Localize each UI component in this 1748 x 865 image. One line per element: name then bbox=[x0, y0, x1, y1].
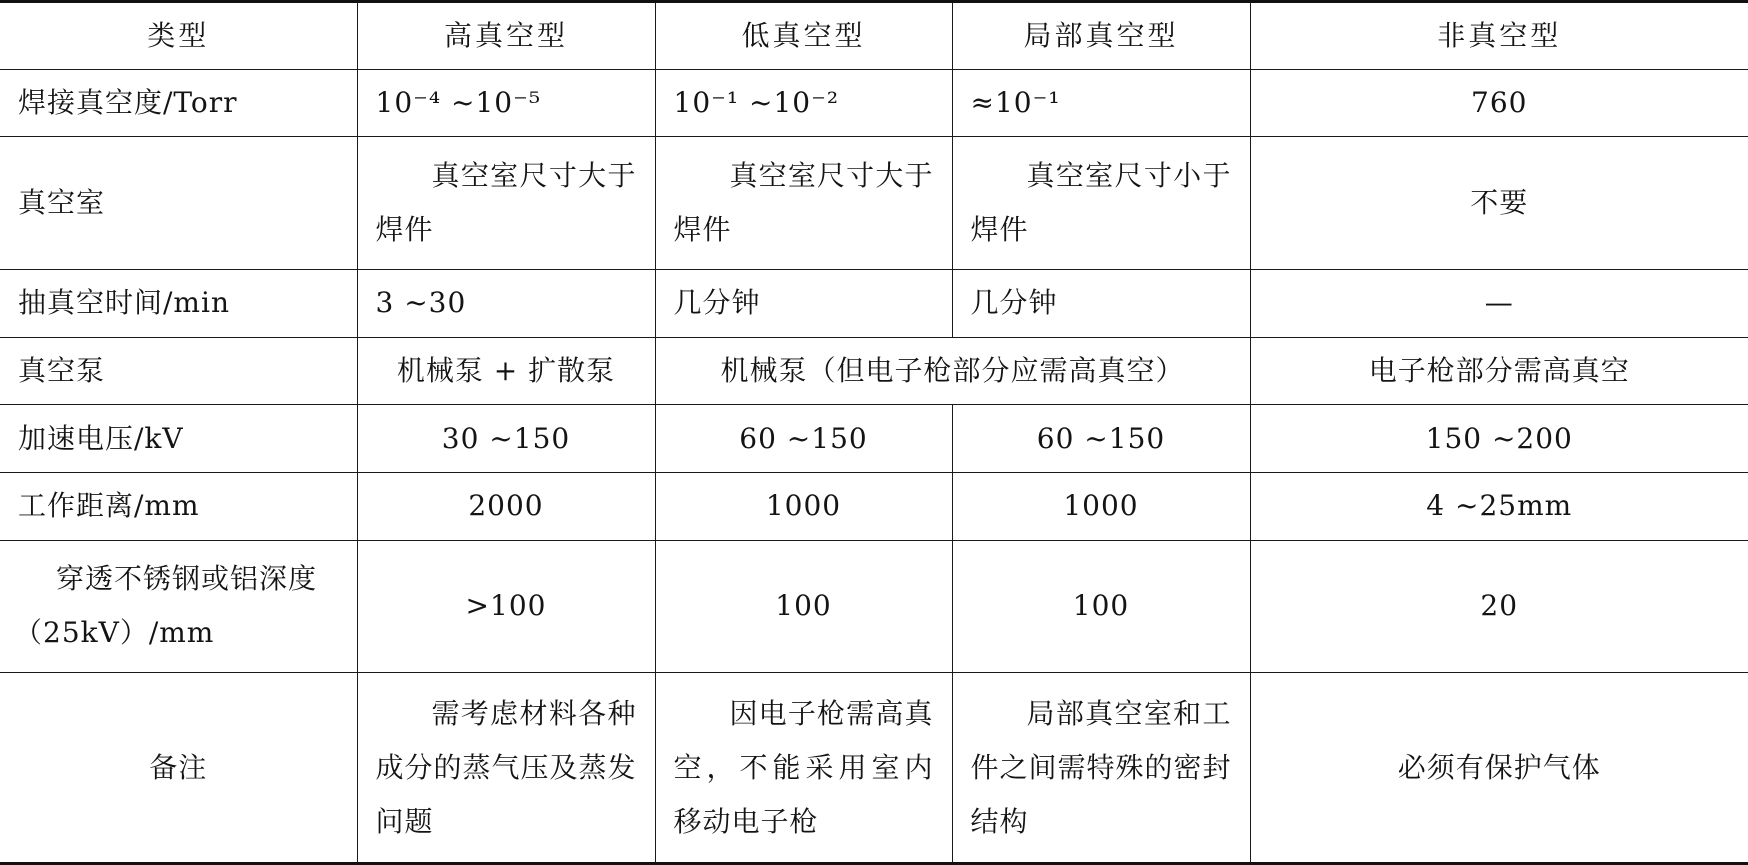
cell-distance-non: 4 ~25mm bbox=[1250, 472, 1748, 540]
header-type: 类型 bbox=[0, 2, 357, 70]
header-high-vacuum: 高真空型 bbox=[357, 2, 655, 70]
cell-chamber-non: 不要 bbox=[1250, 137, 1748, 270]
cell-vacuum-degree-high: 10⁻⁴ ~10⁻⁵ bbox=[357, 69, 655, 137]
cell-pump-non: 电子枪部分需高真空 bbox=[1250, 337, 1748, 405]
cell-vacuum-degree-low: 10⁻¹ ~10⁻² bbox=[655, 69, 952, 137]
row-label-voltage: 加速电压/kV bbox=[0, 405, 357, 473]
table-row bbox=[0, 472, 1748, 540]
row-label-pump: 真空泵 bbox=[0, 337, 357, 405]
cell-pump-low-local: 机械泵（但电子枪部分应需高真空） bbox=[655, 337, 1250, 405]
cell-remarks-low: 因电子枪需高真空，不能采用室内移动电子枪 bbox=[655, 673, 952, 864]
cell-distance-high: 2000 bbox=[357, 472, 655, 540]
header-local-vacuum: 局部真空型 bbox=[952, 2, 1250, 70]
cell-voltage-high: 30 ~150 bbox=[357, 405, 655, 473]
table-row bbox=[0, 270, 1748, 338]
cell-chamber-high: 真空室尺寸大于焊件 bbox=[357, 137, 655, 270]
cell-vacuum-degree-non: 760 bbox=[1250, 69, 1748, 137]
cell-remarks-local: 局部真空室和工件之间需特殊的密封结构 bbox=[952, 673, 1250, 864]
header-non-vacuum: 非真空型 bbox=[1250, 2, 1748, 70]
cell-penetration-local: 100 bbox=[952, 540, 1250, 673]
cell-penetration-low: 100 bbox=[655, 540, 952, 673]
cell-penetration-non: 20 bbox=[1250, 540, 1748, 673]
cell-distance-low: 1000 bbox=[655, 472, 952, 540]
cell-pump-high: 机械泵 + 扩散泵 bbox=[357, 337, 655, 405]
cell-pump-time-local: 几分钟 bbox=[952, 270, 1250, 338]
table-row bbox=[0, 69, 1748, 137]
table-row bbox=[0, 137, 1748, 270]
header-low-vacuum: 低真空型 bbox=[655, 2, 952, 70]
table-row bbox=[0, 540, 1748, 673]
table-row bbox=[0, 405, 1748, 473]
cell-chamber-low: 真空室尺寸大于焊件 bbox=[655, 137, 952, 270]
row-label-pump-time: 抽真空时间/min bbox=[0, 270, 357, 338]
cell-pump-time-high: 3 ~30 bbox=[357, 270, 655, 338]
cell-voltage-non: 150 ~200 bbox=[1250, 405, 1748, 473]
cell-voltage-local: 60 ~150 bbox=[952, 405, 1250, 473]
table-row bbox=[0, 673, 1748, 864]
table-header-row bbox=[0, 2, 1748, 70]
cell-remarks-high: 需考虑材料各种成分的蒸气压及蒸发问题 bbox=[357, 673, 655, 864]
cell-pump-time-non: — bbox=[1250, 270, 1748, 338]
cell-pump-time-low: 几分钟 bbox=[655, 270, 952, 338]
cell-vacuum-degree-local: ≈10⁻¹ bbox=[952, 69, 1250, 137]
cell-penetration-high: >100 bbox=[357, 540, 655, 673]
row-label-penetration: 穿透不锈钢或铝深度（25kV）/mm bbox=[0, 540, 357, 673]
row-label-vacuum-degree: 焊接真空度/Torr bbox=[0, 69, 357, 137]
cell-remarks-non: 必须有保护气体 bbox=[1250, 673, 1748, 864]
row-label-distance: 工作距离/mm bbox=[0, 472, 357, 540]
table-row bbox=[0, 337, 1748, 405]
cell-distance-local: 1000 bbox=[952, 472, 1250, 540]
row-label-remarks: 备注 bbox=[0, 673, 357, 864]
cell-voltage-low: 60 ~150 bbox=[655, 405, 952, 473]
row-label-chamber: 真空室 bbox=[0, 137, 357, 270]
cell-chamber-local: 真空室尺寸小于焊件 bbox=[952, 137, 1250, 270]
